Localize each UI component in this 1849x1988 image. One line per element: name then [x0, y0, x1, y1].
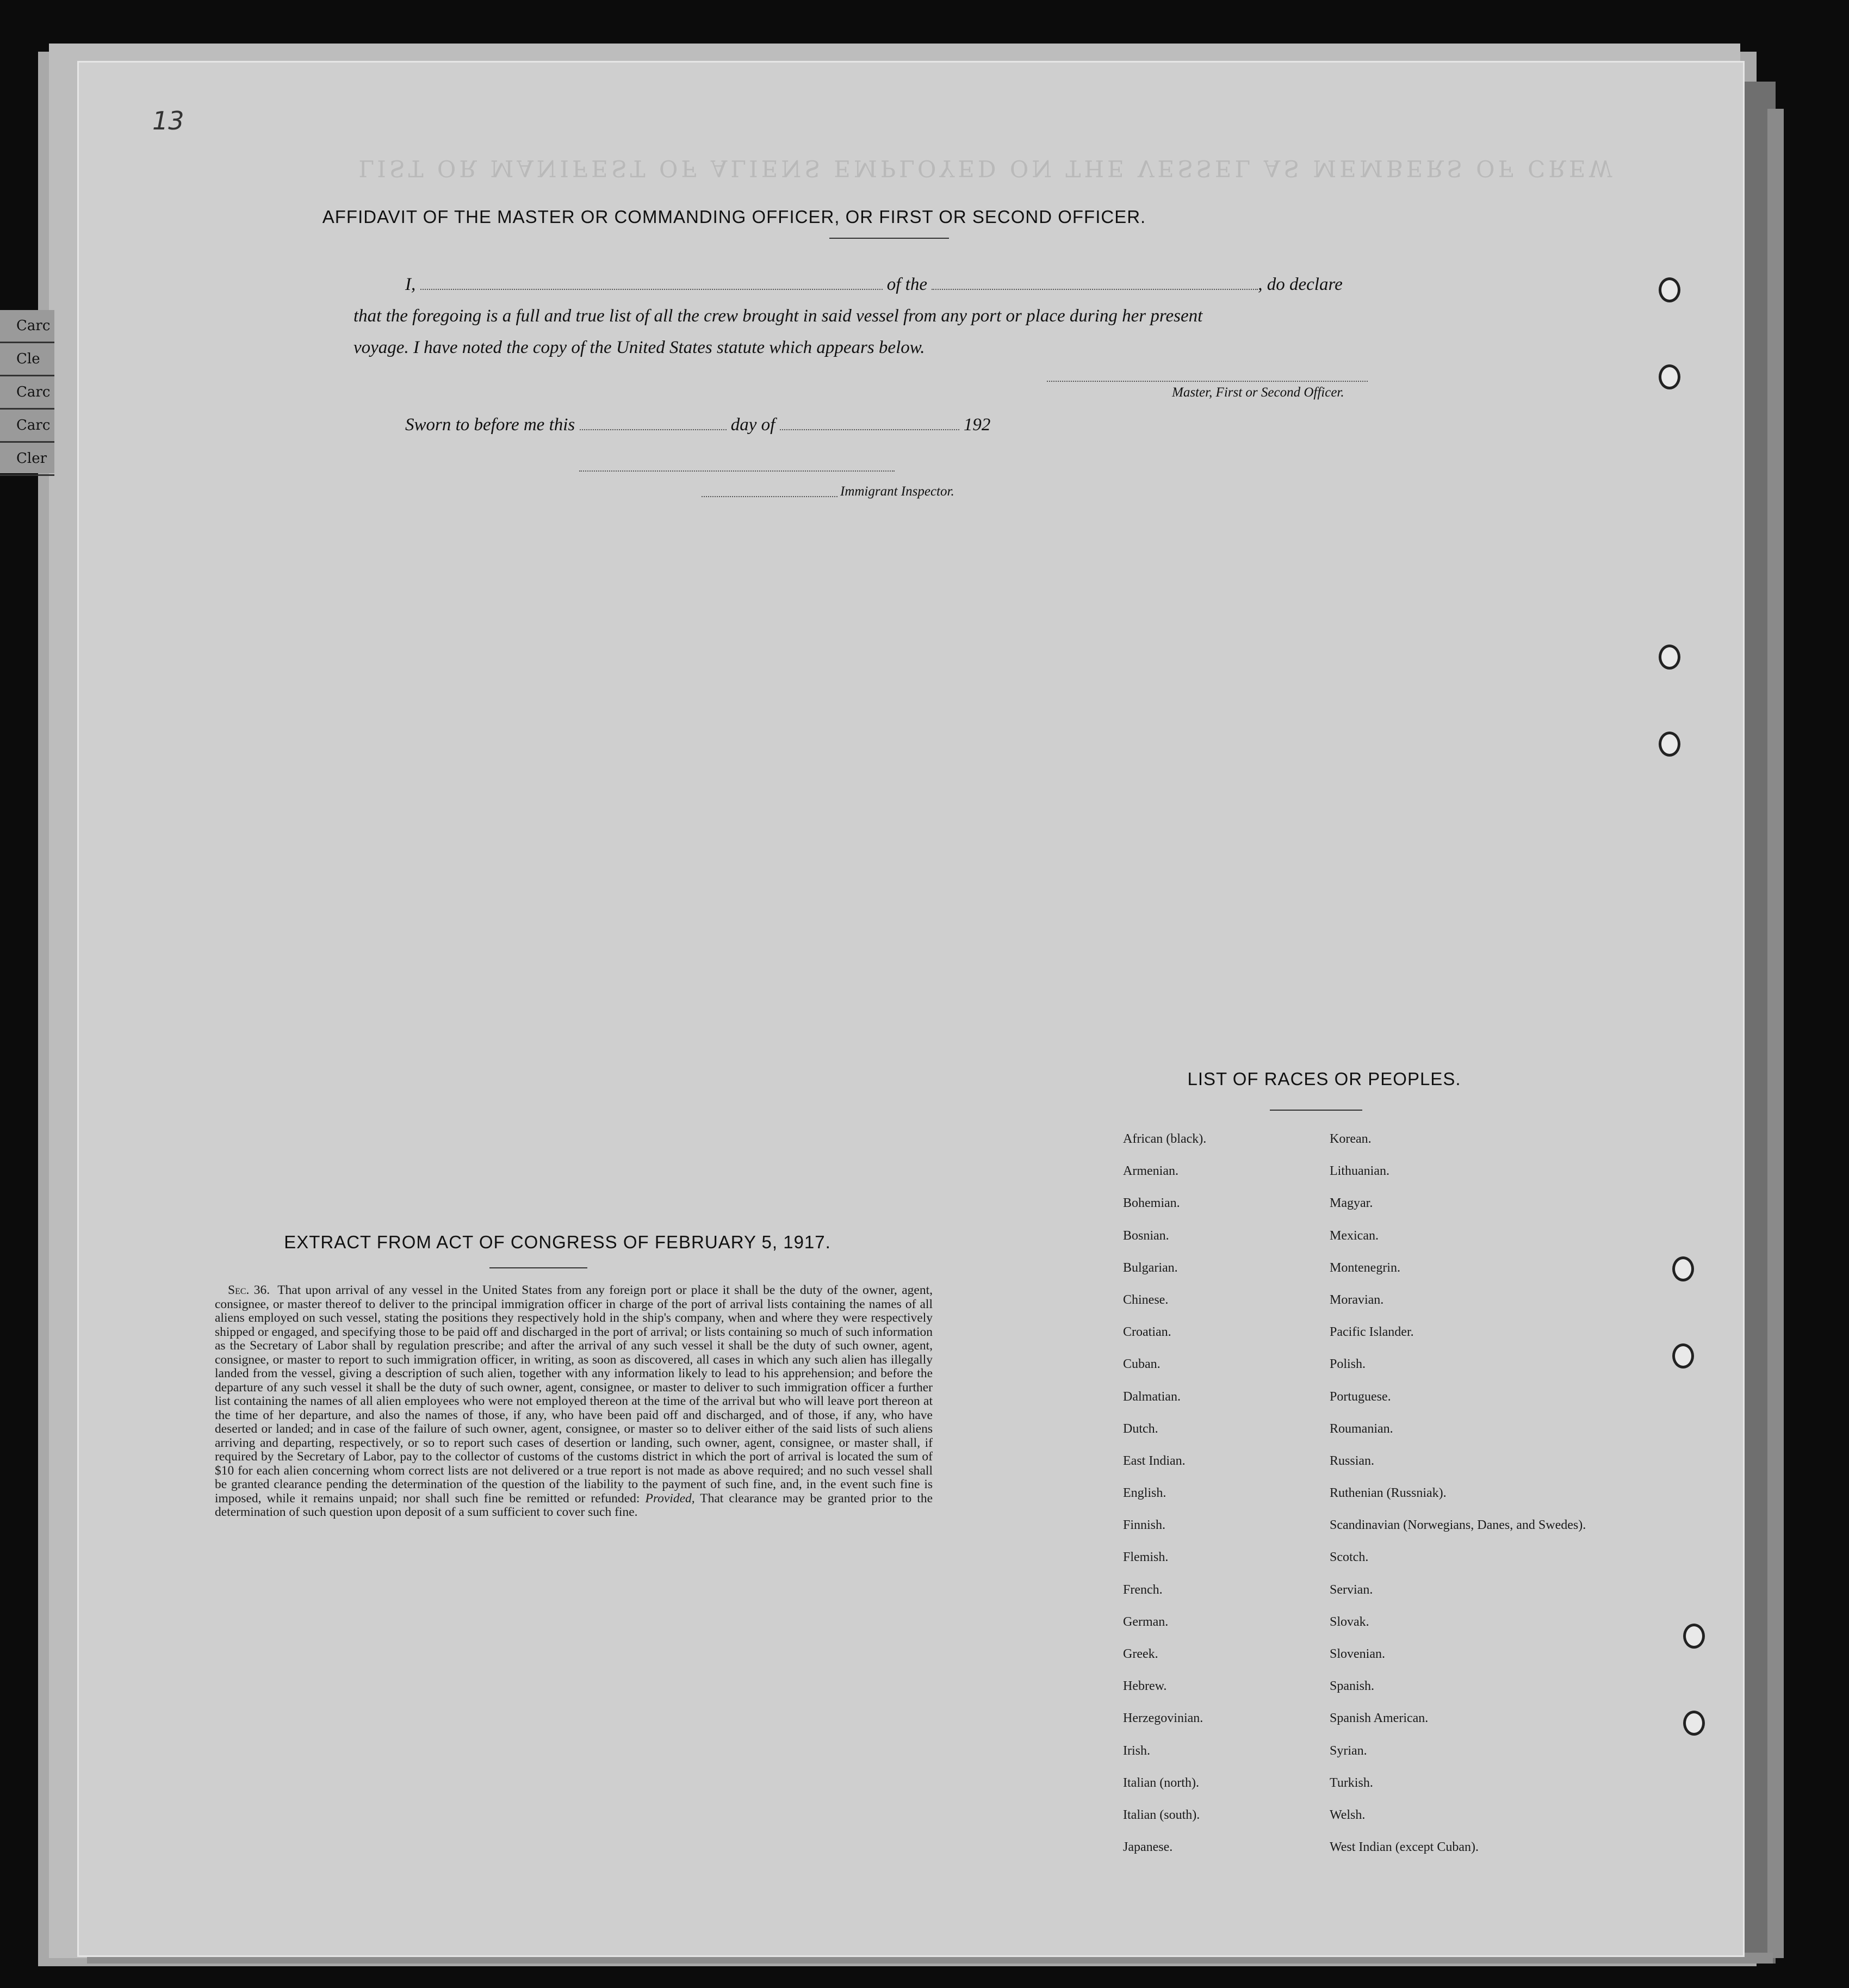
- race-entry: Dalmatian.: [1123, 1389, 1181, 1404]
- race-entry: Slovenian.: [1330, 1647, 1385, 1661]
- race-entry: Lithuanian.: [1330, 1164, 1389, 1179]
- inspector-caption: Immigrant Inspector.: [840, 484, 954, 499]
- race-entry: Turkish.: [1330, 1775, 1373, 1790]
- left-strip-entry: Carc: [0, 310, 54, 343]
- race-entry: Italian (north).: [1123, 1775, 1199, 1790]
- inspector-signature-line[interactable]: [579, 470, 895, 472]
- declarant-prefix: I,: [405, 275, 416, 294]
- of-the-label: of the: [886, 275, 927, 294]
- vessel-name-field[interactable]: [932, 289, 1258, 290]
- race-entry: Spanish American.: [1330, 1711, 1429, 1726]
- race-entry: Croatian.: [1123, 1325, 1171, 1340]
- extract-title: EXTRACT FROM ACT OF CONGRESS OF FEBRUARY 5, 1917.: [284, 1232, 831, 1252]
- race-entry: Cuban.: [1123, 1357, 1161, 1372]
- race-entry: African (black).: [1123, 1132, 1207, 1146]
- affidavit-title: AFFIDAVIT OF THE MASTER OR COMMANDING OFFICER, OR FIRST OR SECOND OFFICER.: [322, 207, 1146, 227]
- master-signature-line[interactable]: [1047, 381, 1368, 382]
- race-entry: Pacific Islander.: [1330, 1325, 1414, 1340]
- race-entry: Hebrew.: [1123, 1679, 1167, 1694]
- race-entry: Ruthenian (Russniak).: [1330, 1486, 1447, 1501]
- punch-hole: [1683, 1624, 1705, 1649]
- form-page: [79, 63, 1743, 1955]
- race-entry: Irish.: [1123, 1743, 1150, 1758]
- bleed-through-heading: LIST OR MANIFEST OF ALIENS EMPLOYED ON THE VESSEL AS MEMBERS OF CREW: [358, 155, 1616, 182]
- race-entry: Herzegovinian.: [1123, 1711, 1203, 1726]
- punch-hole: [1659, 732, 1680, 757]
- sworn-prefix: Sworn to before me this: [405, 415, 575, 435]
- section-label: Sec. 36.: [228, 1283, 270, 1297]
- race-entry: Mexican.: [1330, 1228, 1379, 1243]
- race-entry: English.: [1123, 1486, 1167, 1501]
- declaration-line-2: that the foregoing is a full and true list of all the crew brought in said vessel from any port or place during her present: [353, 306, 1203, 326]
- page-edge-shadow-2: [1767, 109, 1784, 1958]
- race-entry: Magyar.: [1330, 1196, 1373, 1211]
- race-entry: German.: [1123, 1614, 1169, 1629]
- punch-hole: [1659, 645, 1680, 670]
- race-entry: Portuguese.: [1330, 1389, 1391, 1404]
- race-entry: East Indian.: [1123, 1453, 1186, 1468]
- race-entry: Bulgarian.: [1123, 1260, 1178, 1275]
- race-entry: Flemish.: [1123, 1550, 1169, 1565]
- left-strip-entry: Cle: [0, 343, 54, 376]
- race-entry: Polish.: [1330, 1357, 1366, 1372]
- race-entry: Japanese.: [1123, 1840, 1173, 1855]
- declarant-name-field[interactable]: [420, 289, 883, 290]
- race-entry: Chinese.: [1123, 1292, 1169, 1307]
- races-title-rule: [1270, 1110, 1362, 1111]
- race-entry: Greek.: [1123, 1647, 1158, 1661]
- title-rule: [829, 238, 949, 239]
- punch-hole: [1683, 1711, 1705, 1736]
- left-margin-strip: [0, 310, 54, 473]
- punch-hole: [1659, 277, 1680, 302]
- declaration-line-1: [405, 275, 1343, 295]
- race-entry: Scandinavian (Norwegians, Danes, and Swedes).: [1330, 1518, 1586, 1533]
- race-entry: Spanish.: [1330, 1679, 1375, 1694]
- race-entry: Syrian.: [1330, 1743, 1367, 1758]
- race-entry: Italian (south).: [1123, 1807, 1200, 1822]
- pencil-page-number: 13: [152, 106, 184, 135]
- punch-hole: [1659, 364, 1680, 389]
- race-entry: Finnish.: [1123, 1518, 1166, 1533]
- race-entry: Servian.: [1330, 1582, 1373, 1597]
- sworn-day-field[interactable]: [580, 429, 727, 430]
- race-entry: West Indian (except Cuban).: [1330, 1840, 1479, 1855]
- race-entry: Armenian.: [1123, 1164, 1178, 1179]
- extract-body: [215, 1284, 933, 1520]
- race-entry: Moravian.: [1330, 1292, 1384, 1307]
- races-list: [1123, 1129, 1612, 1869]
- punch-hole: [1672, 1343, 1694, 1368]
- race-entry: Dutch.: [1123, 1421, 1158, 1436]
- race-entry: French.: [1123, 1582, 1163, 1597]
- sworn-month-field[interactable]: [780, 429, 959, 430]
- races-title: LIST OF RACES OR PEOPLES.: [1187, 1069, 1461, 1089]
- left-strip-entry: Carc: [0, 376, 54, 410]
- race-entry: Montenegrin.: [1330, 1260, 1400, 1275]
- race-entry: Roumanian.: [1330, 1421, 1393, 1436]
- race-entry: Russian.: [1330, 1453, 1375, 1468]
- extract-proviso: Provided,: [645, 1491, 695, 1506]
- race-entry: Scotch.: [1330, 1550, 1369, 1565]
- inspector-short-line: [702, 496, 837, 497]
- left-strip-entry: Cler: [0, 443, 54, 476]
- sworn-line: [405, 415, 990, 435]
- extract-text-part-2: That clearance may be granted prior to the determination of such question upon deposit of a sum sufficient to cover such fine.: [215, 1491, 933, 1519]
- extract-text-part-1: That upon arrival of any vessel in the United States from any foreign port or place it shall be the duty of the owner, agent, consignee, or master thereof to deliver to the principal immigration officer in charge of the port of arrival lists containing the names of all aliens employed on such vessel, stating the positions they respectively hold in the ship's company, when and where they were respectively shipped or engaged, and specifying those to be paid off and discharged in the port of arrival; or lists containing so much of such information as the Secretary of Labor shall by regulation prescribe; and after the arrival of any such vessel it shall be the duty of such owner, agent, consignee, or master to report to such immigration officer, in writing, as soon as discovered, all cases in which any such alien has illegally landed from the vessel, giving a description of such alien, together with any information likely to lead to his apprehension; and before the departure of any such vessel it shall be the duty of such owner, agent, consignee, or master to deliver to such immigration officer a further list containing the names of all alien employees who were not employed thereon at the time of the arrival but who will leave port thereon at the time of her departure, and also the names of those, if any, who have been paid off and discharged, and of those, if any, who have deserted or landed; and in case of the failure of such owner, agent, consignee, or master so to deliver either of the said lists of such aliens arriving and departing, respectively, or so to report such cases of desertion or landing, such owner, agent, consignee, or master shall, if required by the Secretary of Labor, pay to the collector of customs of the customs district in which the port of arrival is located the sum of $10 for each alien concerning whom correct lists are not delivered or a true report is not made as above required; and no such vessel shall be granted clearance pending the determination of the question of the liability to the payment of such fine, and, in the event such fine is imposed, while it remains unpaid; nor shall such fine be remitted or refunded:: [215, 1283, 933, 1506]
- race-entry: Welsh.: [1330, 1807, 1366, 1822]
- left-strip-entry: Carc: [0, 410, 54, 443]
- punch-hole: [1672, 1256, 1694, 1281]
- race-entry: Bosnian.: [1123, 1228, 1169, 1243]
- do-declare-label: , do declare: [1258, 275, 1343, 294]
- declaration-line-3: voyage. I have noted the copy of the United States statute which appears below.: [353, 338, 925, 357]
- race-entry: Bohemian.: [1123, 1196, 1180, 1211]
- sworn-day-label: day of: [730, 415, 775, 435]
- master-signature-caption: Master, First or Second Officer.: [1172, 385, 1344, 400]
- race-entry: Korean.: [1330, 1132, 1372, 1146]
- extract-title-rule: [489, 1267, 587, 1268]
- race-entry: Slovak.: [1330, 1614, 1369, 1629]
- sworn-year-label: 192: [963, 415, 991, 435]
